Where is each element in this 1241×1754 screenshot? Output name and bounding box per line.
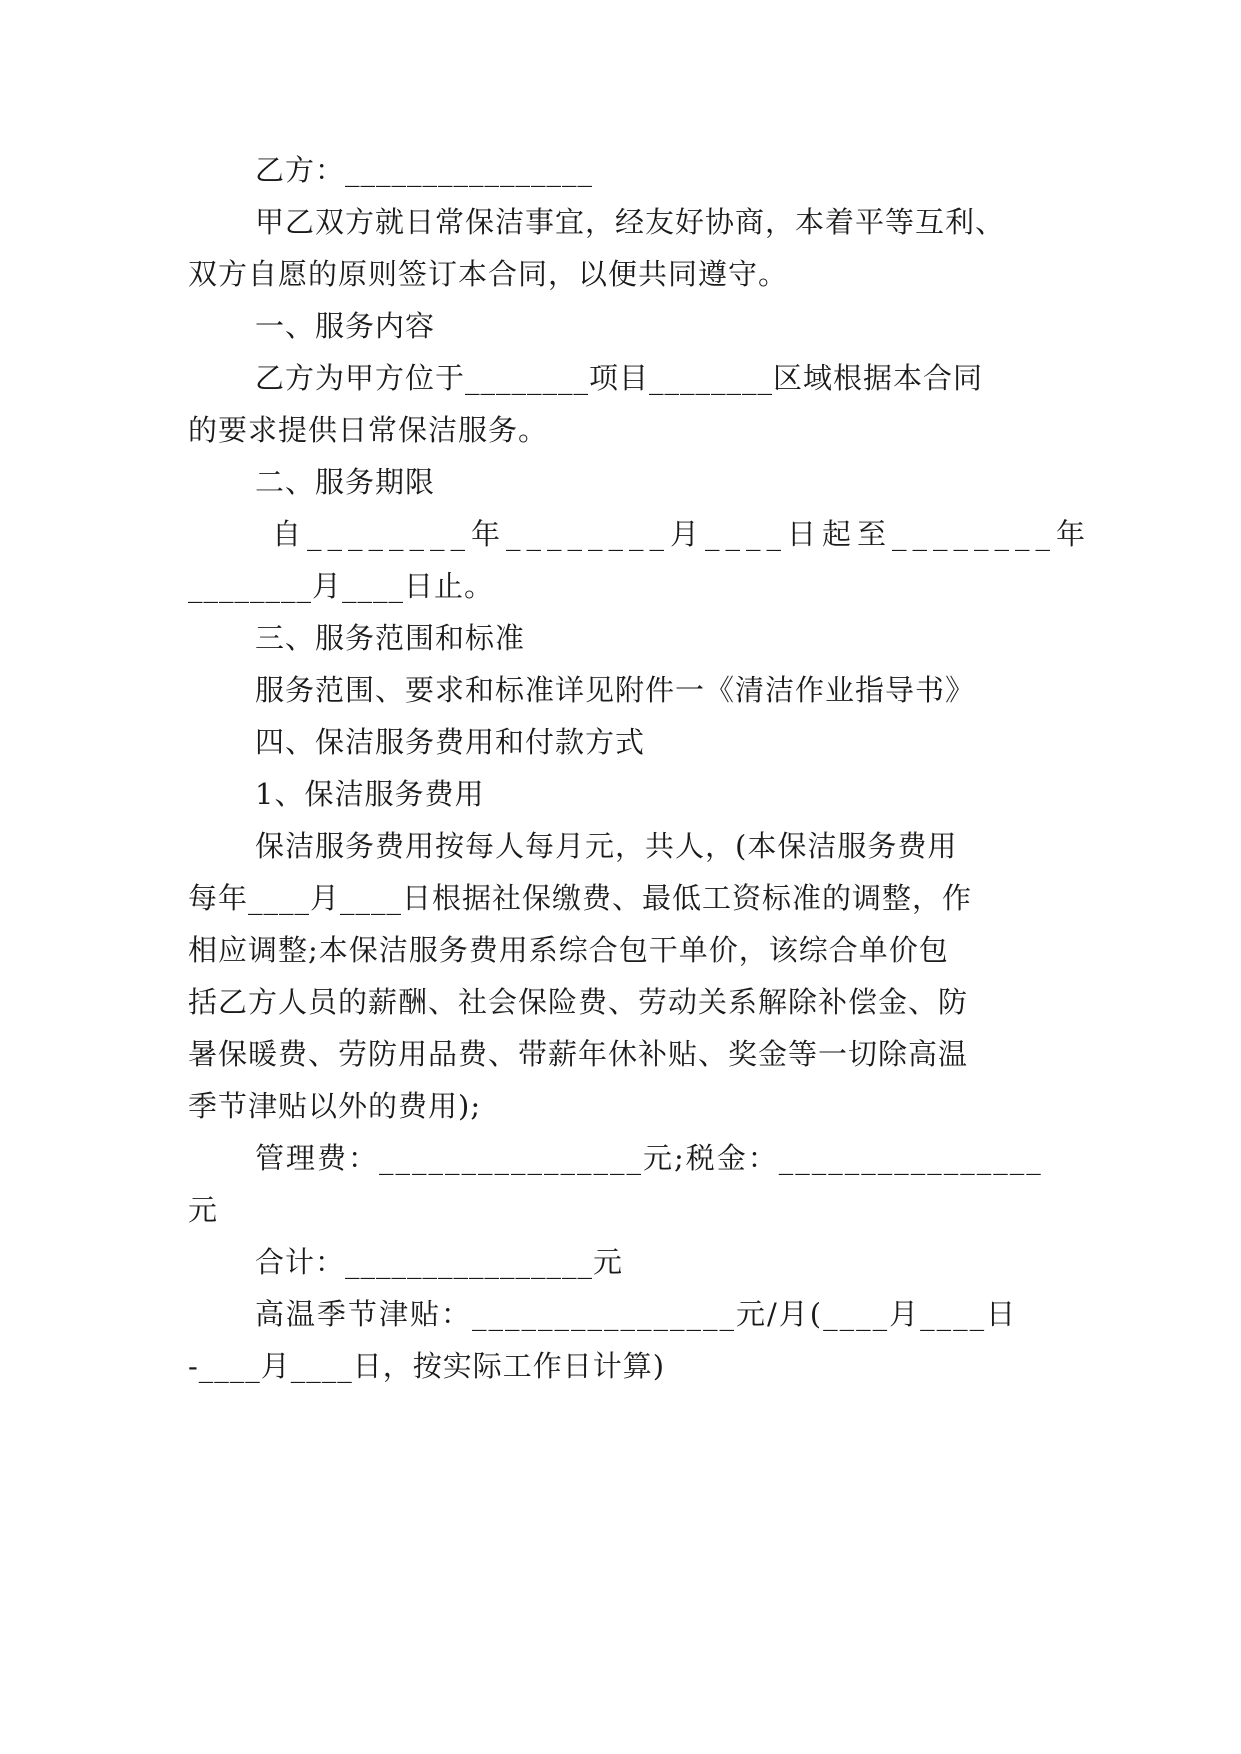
party-b-line: 乙方：________________: [255, 153, 594, 187]
paragraph-line: 季节津贴以外的费用);: [188, 1089, 482, 1123]
paragraph-line: 括乙方人员的薪酬、社会保险费、劳动关系解除补偿金、防: [188, 985, 969, 1019]
paragraph-line: 元: [188, 1193, 219, 1227]
paragraph-line: 的要求提供日常保洁服务。: [188, 413, 549, 447]
section-heading-scope-standard: 三、服务范围和标准: [255, 621, 526, 655]
subheading-cleaning-fee: 1、保洁服务费用: [255, 777, 485, 811]
section-heading-fees-payment: 四、保洁服务费用和付款方式: [255, 725, 646, 759]
paragraph-line: 每年____月____日根据社保缴费、最低工资标准的调整，作: [188, 881, 973, 915]
paragraph-line: ________月____日止。: [188, 569, 495, 603]
paragraph-line: 服务范围、要求和标准详见附件一《清洁作业指导书》: [255, 673, 976, 707]
management-fee-tax-line: 管理费：________________元;税金：________________: [255, 1141, 1043, 1175]
paragraph-line: 暑保暖费、劳防用品费、带薪年休补贴、奖金等一切除高温: [188, 1037, 969, 1071]
high-temp-allowance-line: 高温季节津贴：________________元/月(____月____日: [255, 1297, 1018, 1331]
paragraph-line: 保洁服务费用按每人每月元，共人，(本保洁服务费用: [255, 829, 958, 863]
paragraph-line: 乙方为甲方位于________项目________区域根据本合同: [255, 361, 984, 395]
total-line: 合计：________________元: [255, 1245, 624, 1279]
paragraph-line-service-period: 自________年________月____日起至________年: [272, 517, 1092, 551]
paragraph-line: -____月____日，按实际工作日计算): [188, 1349, 666, 1383]
paragraph-line: 双方自愿的原则签订本合同，以便共同遵守。: [188, 257, 789, 291]
paragraph-line: 甲乙双方就日常保洁事宜，经友好协商，本着平等互利、: [255, 205, 1006, 239]
paragraph-line: 相应调整;本保洁服务费用系综合包干单价，该综合单价包: [188, 933, 949, 967]
section-heading-service-period: 二、服务期限: [255, 465, 436, 499]
section-heading-service-content: 一、服务内容: [255, 309, 436, 343]
